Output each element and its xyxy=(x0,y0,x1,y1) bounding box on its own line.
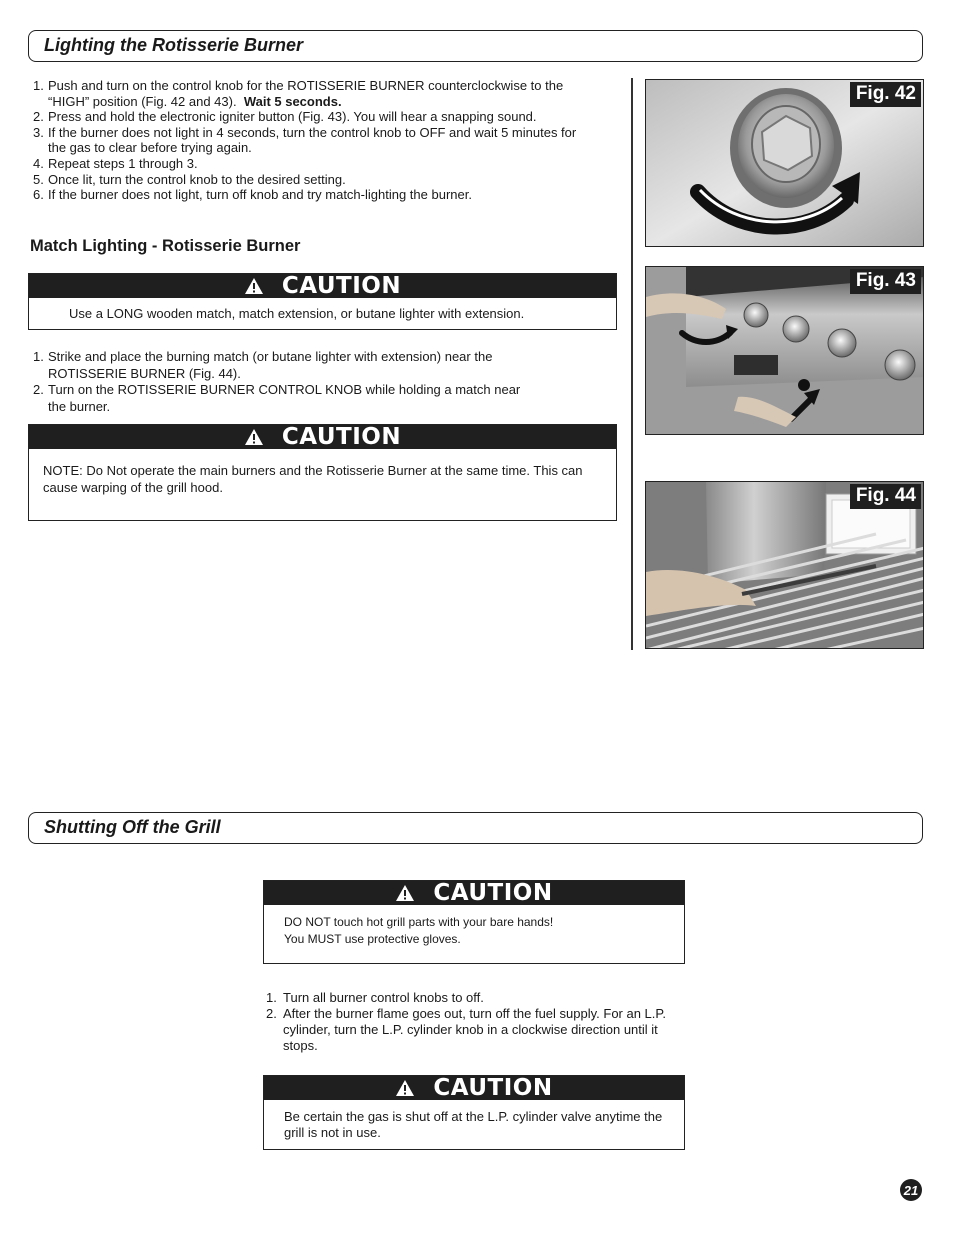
warning-triangle-icon xyxy=(244,428,264,446)
match-lighting-heading: Match Lighting - Rotisserie Burner xyxy=(30,237,301,255)
page-number: 21 xyxy=(900,1179,922,1201)
caution-banner: CAUTION xyxy=(264,881,684,905)
list-item: 1. Turn all burner control knobs to off. xyxy=(266,990,484,1005)
list-item: 2. After the burner flame goes out, turn off the fuel supply. For an L.P. cylinder, turn the L.P. cylinder knob in a clockwise direction until it stops. xyxy=(266,1006,667,1053)
list-item: 2. Press and hold the electronic igniter button (Fig. 43). You will hear a snapping sound. xyxy=(33,109,537,125)
list-item: 4. Repeat steps 1 through 3. xyxy=(33,155,198,171)
list-item: 1. Push and turn on the control knob for the ROTISSERIE BURNER counterclockwise to the “HIGH” position (Fig. 42 and 43). Wait 5 seconds. xyxy=(33,78,564,109)
figure-label: Fig. 44 xyxy=(850,484,921,509)
caution-banner: CAUTION xyxy=(264,1076,684,1100)
caution-text: Be certain the gas is shut off at the L.P. cylinder valve anytime the grill is not in use. xyxy=(284,1109,663,1140)
caution-box-4 xyxy=(263,1075,685,1150)
figure-label: Fig. 42 xyxy=(850,82,921,107)
caution-text: NOTE: Do Not operate the main burners and the Rotisserie Burner at the same time. This can cause warping of the grill hood. xyxy=(43,463,583,495)
list-item: 5. Once lit, turn the control knob to the desired setting. xyxy=(33,171,346,187)
figure-44 xyxy=(645,481,924,649)
caution-banner: CAUTION xyxy=(29,274,616,298)
shutoff-steps-list xyxy=(263,990,683,1054)
rotisserie-steps-list xyxy=(30,78,620,203)
list-item: 3. If the burner does not light in 4 seconds, turn the control knob to OFF and wait 5 minutes for the gas to clear before trying again. xyxy=(33,124,577,156)
section-header-shutoff xyxy=(28,812,923,844)
warning-triangle-icon xyxy=(395,884,415,902)
caution-box-1 xyxy=(28,273,617,330)
caution-box-3 xyxy=(263,880,685,964)
figure-42 xyxy=(645,79,924,247)
caution-banner: CAUTION xyxy=(29,425,616,449)
caution-text: Use a LONG wooden match, match extension, or butane lighter with extension. xyxy=(69,306,525,321)
caution-box-2 xyxy=(28,424,617,521)
warning-triangle-icon xyxy=(395,1079,415,1097)
section-title: Lighting the Rotisserie Burner xyxy=(44,35,304,55)
list-item: 6. If the burner does not light, turn off knob and try match-lighting the burner. xyxy=(33,187,472,203)
figure-43 xyxy=(645,266,924,435)
figure-label: Fig. 43 xyxy=(850,269,921,294)
warning-triangle-icon xyxy=(244,277,264,295)
column-divider xyxy=(631,78,633,650)
match-lighting-steps xyxy=(30,349,610,415)
list-item: 1. Strike and place the burning match (or butane lighter with extension) near the ROTISSERIE BURNER (Fig. 44). xyxy=(33,349,493,381)
list-item: 2. Turn on the ROTISSERIE BURNER CONTROL KNOB while holding a match near the burner. xyxy=(33,382,521,414)
section-header-rotisserie xyxy=(28,30,923,62)
section-title: Shutting Off the Grill xyxy=(44,817,221,837)
caution-text: DO NOT touch hot grill parts with your bare hands! You MUST use protective gloves. xyxy=(284,915,554,946)
